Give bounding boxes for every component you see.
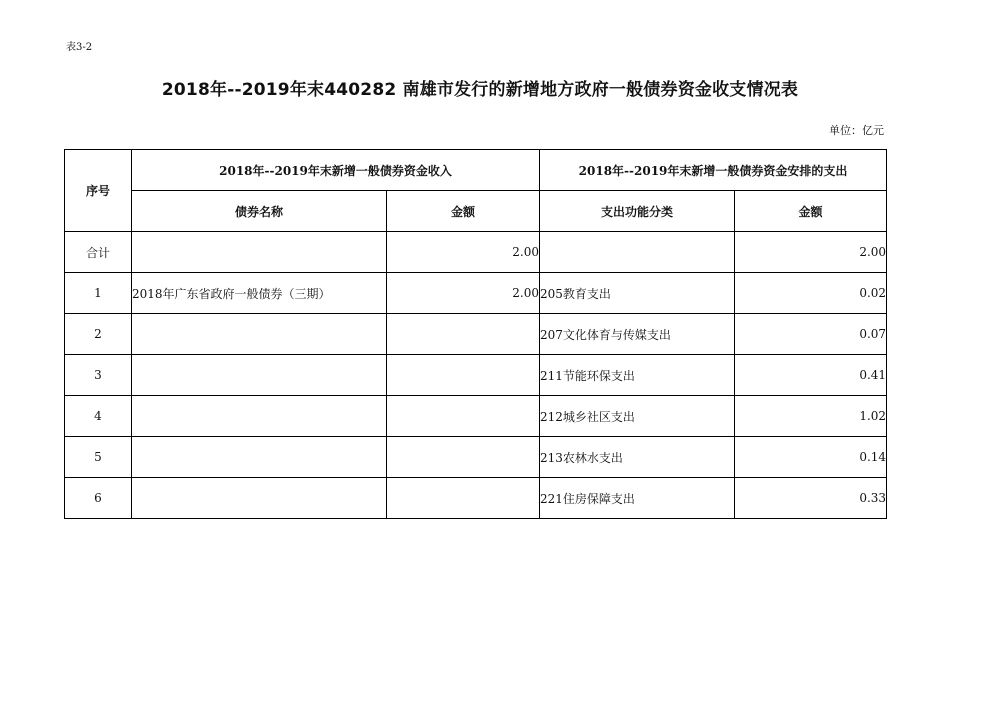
cell-seq: 4 bbox=[65, 396, 132, 437]
unit-label: 单位：亿元 bbox=[829, 124, 884, 137]
header-income-amount: 金额 bbox=[387, 191, 540, 232]
cell-income-amount bbox=[387, 437, 540, 478]
cell-seq: 1 bbox=[65, 273, 132, 314]
cell-income-amount bbox=[387, 478, 540, 519]
cell-seq: 6 bbox=[65, 478, 132, 519]
cell-function-class: 205教育支出 bbox=[540, 273, 735, 314]
table-row bbox=[65, 396, 887, 437]
cell-function-class: 212城乡社区支出 bbox=[540, 396, 735, 437]
table-row bbox=[65, 478, 887, 519]
bond-income-expense-table bbox=[64, 149, 887, 519]
cell-function-class: 213农林水支出 bbox=[540, 437, 735, 478]
table-row bbox=[65, 314, 887, 355]
cell-seq: 2 bbox=[65, 314, 132, 355]
cell-seq: 3 bbox=[65, 355, 132, 396]
cell-expense-amount: 2.00 bbox=[735, 232, 887, 273]
cell-seq: 合计 bbox=[65, 232, 132, 273]
header-seq: 序号 bbox=[65, 150, 132, 232]
cell-function-class bbox=[540, 232, 735, 273]
header-bond-name: 债券名称 bbox=[132, 191, 387, 232]
cell-expense-amount: 0.41 bbox=[735, 355, 887, 396]
cell-function-class: 207文化体育与传媒支出 bbox=[540, 314, 735, 355]
cell-income-amount: 2.00 bbox=[387, 232, 540, 273]
header-row-columns bbox=[65, 191, 887, 232]
header-expense-amount: 金额 bbox=[735, 191, 887, 232]
header-expense-group: 2018年--2019年末新增一般债券资金安排的支出 bbox=[540, 150, 887, 191]
cell-bond-name: 2018年广东省政府一般债券（三期） bbox=[132, 273, 387, 314]
page-title: 2018年--2019年末440282 南雄市发行的新增地方政府一般债券资金收支情况表 bbox=[161, 80, 799, 100]
cell-expense-amount: 0.33 bbox=[735, 478, 887, 519]
header-income-group: 2018年--2019年末新增一般债券资金收入 bbox=[132, 150, 540, 191]
table-number: 表3-2 bbox=[66, 42, 93, 53]
cell-income-amount: 2.00 bbox=[387, 273, 540, 314]
cell-expense-amount: 0.14 bbox=[735, 437, 887, 478]
header-row-group bbox=[65, 150, 887, 191]
table-row bbox=[65, 437, 887, 478]
cell-expense-amount: 0.02 bbox=[735, 273, 887, 314]
cell-bond-name bbox=[132, 355, 387, 396]
cell-function-class: 211节能环保支出 bbox=[540, 355, 735, 396]
cell-bond-name bbox=[132, 396, 387, 437]
cell-bond-name bbox=[132, 478, 387, 519]
cell-bond-name bbox=[132, 232, 387, 273]
cell-bond-name bbox=[132, 437, 387, 478]
cell-expense-amount: 0.07 bbox=[735, 314, 887, 355]
table-row bbox=[65, 355, 887, 396]
table-row bbox=[65, 232, 887, 273]
cell-income-amount bbox=[387, 396, 540, 437]
header-function-class: 支出功能分类 bbox=[540, 191, 735, 232]
cell-bond-name bbox=[132, 314, 387, 355]
cell-expense-amount: 1.02 bbox=[735, 396, 887, 437]
cell-income-amount bbox=[387, 314, 540, 355]
table-row bbox=[65, 273, 887, 314]
cell-seq: 5 bbox=[65, 437, 132, 478]
cell-income-amount bbox=[387, 355, 540, 396]
cell-function-class: 221住房保障支出 bbox=[540, 478, 735, 519]
